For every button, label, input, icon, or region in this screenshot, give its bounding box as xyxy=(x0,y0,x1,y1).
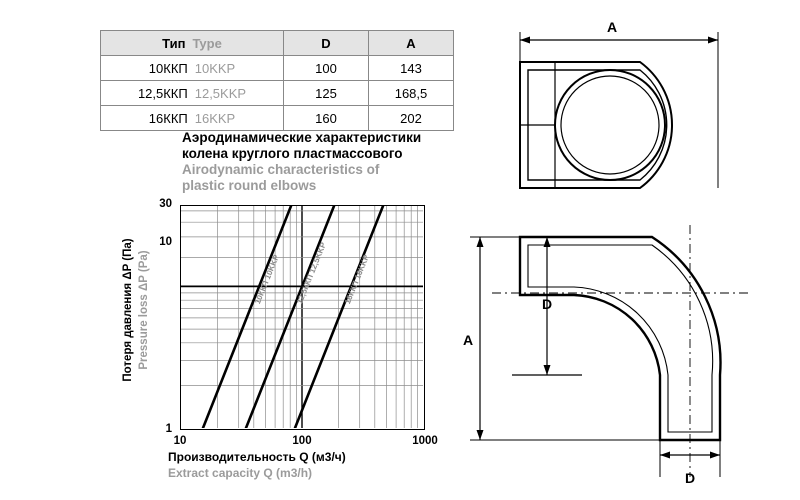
cell-d: 100 xyxy=(284,56,369,81)
top-view-drawing xyxy=(460,18,790,208)
plot-area xyxy=(180,205,425,430)
title-en-line1: Airodynamic characteristics of xyxy=(182,162,380,177)
cell-type-en: 12,5KKP xyxy=(194,85,247,101)
cell-a: 202 xyxy=(369,106,454,131)
y-tick-1: 1 xyxy=(165,423,172,435)
cell-type-ru: 16ККП xyxy=(148,110,188,126)
top-view-dimension-line xyxy=(520,37,718,44)
cell-type xyxy=(101,106,284,131)
cell-type-ru: 12,5ККП xyxy=(137,85,188,101)
table-head xyxy=(101,31,454,56)
y-tick-30: 30 xyxy=(159,198,172,210)
data-line-16kkp xyxy=(295,206,383,428)
title-ru-line1: Аэродинамические характеристики xyxy=(182,130,422,145)
x-axis-label-en: Extract capacity Q (m3/h) xyxy=(168,466,313,480)
x-tick-100: 100 xyxy=(292,435,312,447)
table-header-row xyxy=(101,31,454,56)
side-view-dim-a-label: A xyxy=(462,332,474,348)
curve-label-10kkp: 10ККП 10KKP xyxy=(253,253,281,306)
header-type-ru: Тип xyxy=(162,35,186,51)
chart-title-block xyxy=(182,130,482,194)
side-view-dim-d-bottom-label: D xyxy=(684,470,696,486)
side-view-dim-d-vertical-label: D xyxy=(541,296,553,312)
chart xyxy=(120,195,460,485)
cell-type xyxy=(101,56,284,81)
cell-d: 160 xyxy=(284,106,369,131)
cell-d: 125 xyxy=(284,81,369,106)
data-line-10kkp xyxy=(203,206,291,428)
curve-label-125kkp: 12,5ККП 12,5KKP xyxy=(295,241,328,306)
data-lines xyxy=(203,206,383,428)
table-row xyxy=(101,106,454,131)
table-row xyxy=(101,56,454,81)
top-view-duct-inner xyxy=(561,76,659,174)
x-tick-1000: 1000 xyxy=(412,435,438,447)
side-view-drawing xyxy=(452,215,792,490)
table-body xyxy=(101,56,454,131)
cell-type xyxy=(101,81,284,106)
cell-a: 143 xyxy=(369,56,454,81)
title-en-line2: plastic round elbows xyxy=(182,178,317,193)
table-row xyxy=(101,81,454,106)
header-type-en: Type xyxy=(192,35,222,51)
cell-a: 168,5 xyxy=(369,81,454,106)
y-axis-label-ru: Потеря давления ΔP (Па) xyxy=(122,238,134,382)
plot-graphics xyxy=(181,206,423,428)
cell-type-ru: 10ККП xyxy=(148,60,188,76)
x-axis-label-ru: Производительность Q (м3/ч) xyxy=(168,450,346,464)
y-tick-10: 10 xyxy=(159,236,172,248)
cell-type-en: 10KKP xyxy=(194,60,236,76)
cell-type-en: 16KKP xyxy=(194,110,236,126)
title-ru-line2: колена круглого пластмассового xyxy=(182,146,403,161)
column-header-type xyxy=(101,31,284,56)
column-header-d: D xyxy=(284,31,369,56)
column-header-a: A xyxy=(369,31,454,56)
y-axis-label-en: Pressure loss ΔP (Pa) xyxy=(138,250,150,370)
top-view-dim-a-label: A xyxy=(606,19,618,35)
spec-table xyxy=(100,30,454,131)
x-tick-10: 10 xyxy=(173,435,187,447)
side-view-dimension-a xyxy=(477,237,484,440)
curve-label-16kkp: 16ККП 16KKP xyxy=(343,253,371,306)
